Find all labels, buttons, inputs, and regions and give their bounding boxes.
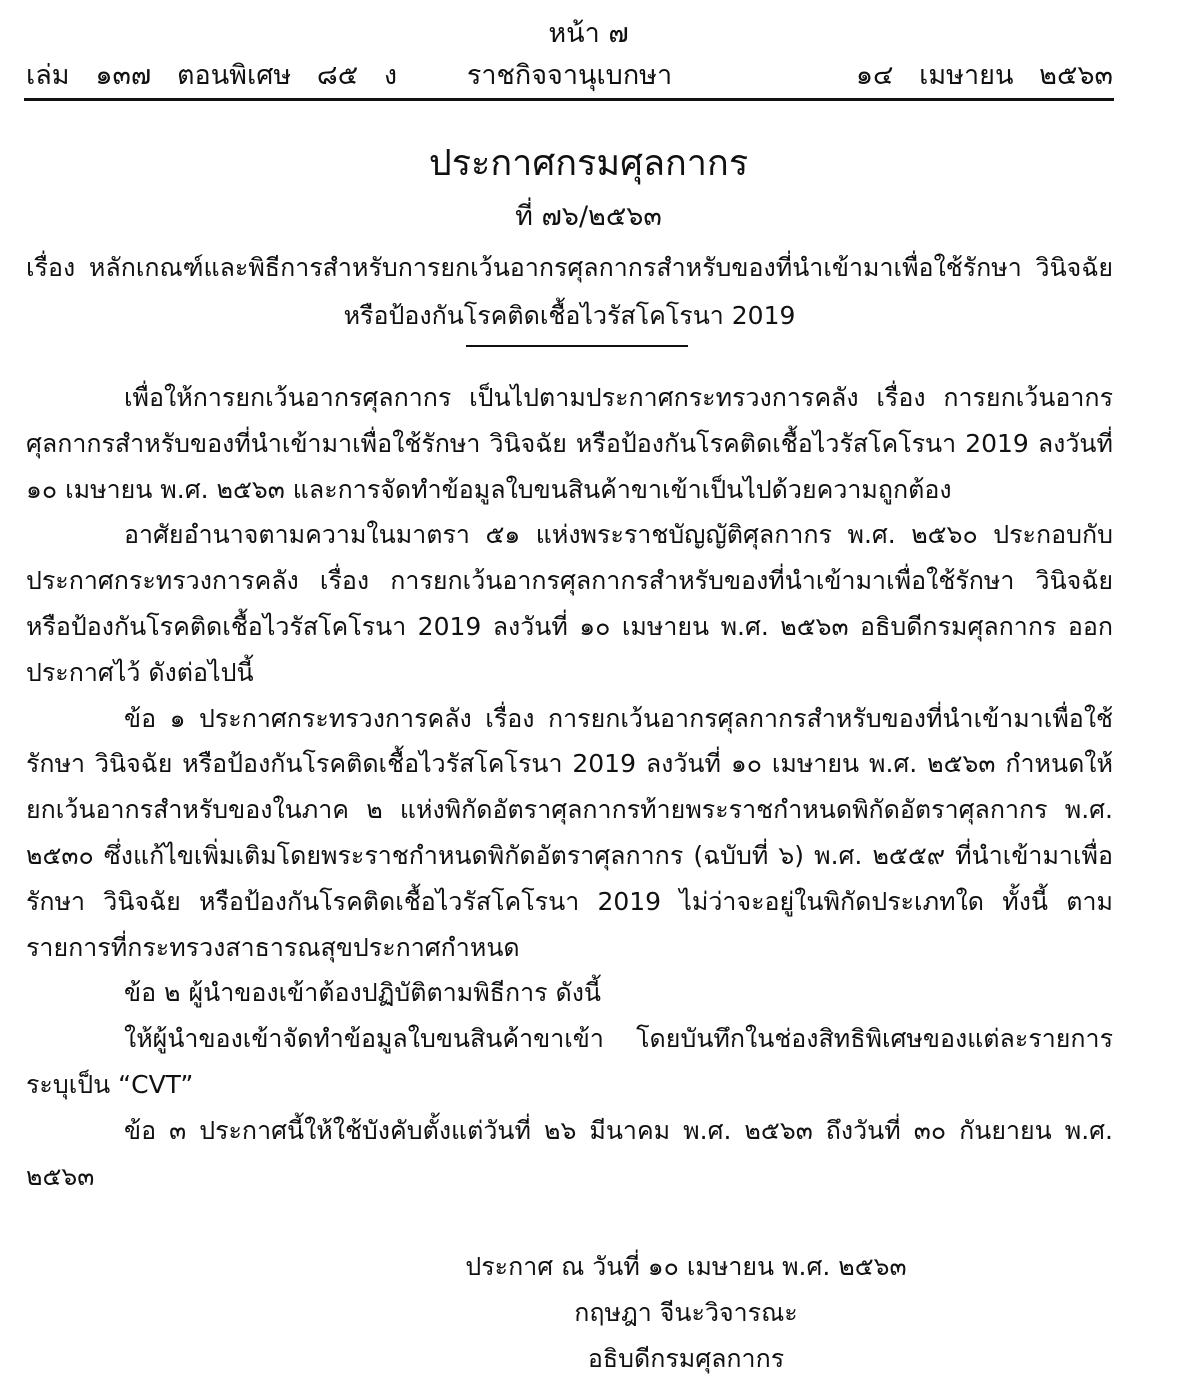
paragraph-clause-2-detail: ให้ผู้นำของเข้าจัดทำข้อมูลใบขนสินค้าขาเข้า โดยบันทึกในช่องสิทธิพิเศษของแต่ละรายการระบุเป็น “CVT” [26, 1024, 1113, 1099]
paragraph-clause-1: ข้อ ๑ ประกาศกระทรวงการคลัง เรื่อง การยกเว้นอากรศุลกากรสำหรับของที่นำเข้ามาเพื่อใช้รักษา วินิจฉัย หรือป้องกันโรคติดเชื้อไวรัสโคโรนา 2019 ลงวันที่ ๑๐ เมษายน พ.ศ. ๒๕๖๓ กำหนดให้ยกเว้นอากรสำหรับของในภาค ๒ แห่งพิกัดอัตราศุลกากรท้ายพระราชกำหนดพิกัดอัตราศุลกากร พ.ศ. ๒๕๓๐ ซึ่งแก้ไขเพิ่มเติมโดยพระราชกำหนดพิกัดอัตราศุลกากร (ฉบับที่ ๖) พ.ศ. ๒๕๕๙ ที่นำเข้ามาเพื่อรักษา วินิจฉัย หรือป้องกันโรคติดเชื้อไวรัสโคโรนา 2019 ไม่ว่าจะอยู่ในพิกัดประเภทใด ทั้งนี้ ตามรายการที่กระทรวงสาธารณสุขประกาศกำหนด [26, 703, 1113, 962]
title-divider [466, 345, 688, 347]
paragraph-clause-3: ข้อ ๓ ประกาศนี้ให้ใช้บังคับตั้งแต่วันที่ ๒๖ มีนาคม พ.ศ. ๒๕๖๓ ถึงวันที่ ๓๐ กันยายน พ.ศ. ๒๕๖๓ [26, 1115, 1113, 1191]
subject-line-2: หรือป้องกันโรคติดเชื้อไวรัสโคโรนา 2019 [343, 301, 796, 330]
publication-name: ราชกิจจานุเบกษา [466, 60, 673, 91]
volume-info: เล่ม ๑๓๗ ตอนพิเศษ ๘๕ ง [26, 60, 398, 91]
paragraph-purpose: เพื่อให้การยกเว้นอากรศุลกากร เป็นไปตามประกาศกระทรวงการคลัง เรื่อง การยกเว้นอากรศุลกากรสำหรับของที่นำเข้ามาเพื่อใช้รักษา วินิจฉัย หรือป้องกันโรคติดเชื้อไวรัสโคโรนา 2019 ลงวันที่ ๑๐ เมษายน พ.ศ. ๒๕๖๓ และการจัดทำข้อมูลใบขนสินค้าขาเข้าเป็นไปด้วยความถูกต้อง [26, 383, 1113, 504]
signature-date: ประกาศ ณ วันที่ ๑๐ เมษายน พ.ศ. ๒๕๖๓ [465, 1252, 907, 1281]
signature-block [346, 1244, 1026, 1382]
paragraph-clause-2: ข้อ ๒ ผู้นำของเข้าต้องปฏิบัติตามพิธีการ ดังนี้ [124, 978, 602, 1008]
document-title: ประกาศกรมศุลกากร [428, 143, 749, 184]
page-number: หน้า ๗ [548, 18, 629, 49]
signatory-position: อธิบดีกรมศุลกากร [587, 1344, 785, 1373]
publication-date: ๑๔ เมษายน ๒๕๖๓ [855, 60, 1113, 91]
announcement-subject [26, 244, 1113, 340]
signatory-name: กฤษฎา จีนะวิจารณะ [574, 1298, 798, 1327]
header-divider [24, 98, 1114, 101]
paragraph-authority: อาศัยอำนาจตามความในมาตรา ๕๑ แห่งพระราชบัญญัติศุลกากร พ.ศ. ๒๕๖๐ ประกอบกับประกาศกระทรวงการคลัง เรื่อง การยกเว้นอากรศุลกากรสำหรับของที่นำเข้ามาเพื่อใช้รักษา วินิจฉัย หรือป้องกันโรคติดเชื้อไวรัสโคโรนา 2019 ลงวันที่ ๑๐ เมษายน พ.ศ. ๒๕๖๓ อธิบดีกรมศุลกากร ออกประกาศไว้ ดังต่อไปนี้ [26, 520, 1113, 687]
announcement-body [26, 375, 1113, 1199]
gazette-header [26, 58, 1113, 96]
subject-line-1: เรื่อง หลักเกณฑ์และพิธีการสำหรับการยกเว้นอากรศุลกากรสำหรับของที่นำเข้ามาเพื่อใช้รักษา วินิจฉัย [26, 253, 1113, 282]
announcement-number: ที่ ๗๖/๒๕๖๓ [515, 201, 662, 232]
